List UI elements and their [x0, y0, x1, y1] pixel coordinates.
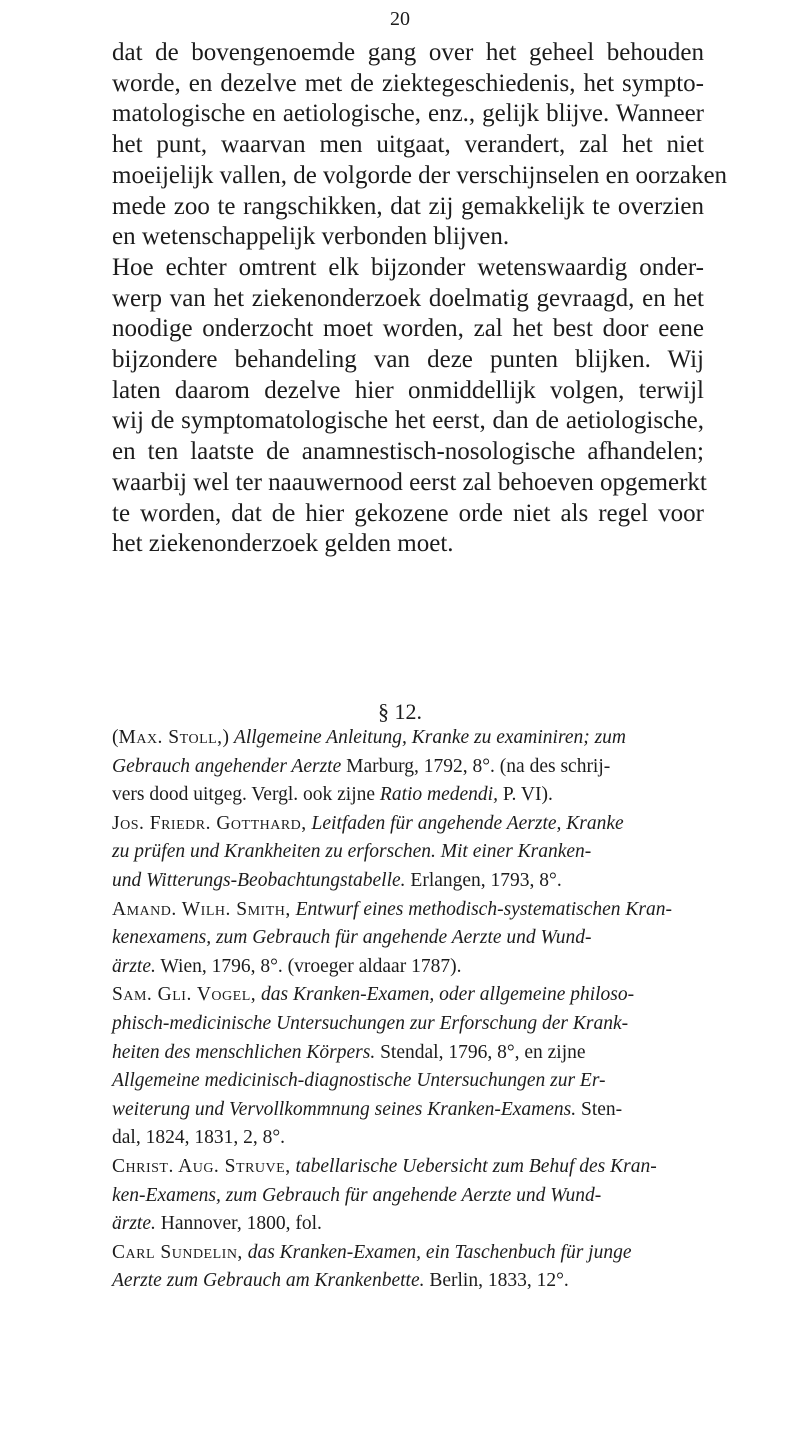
text-line: moeijelijk vallen, de volgorde der verschijnselen en oorzaken	[112, 161, 728, 189]
text-line: Hoe echter omtrent elk bijzonder wetenswaardig onder-	[112, 253, 704, 281]
reference-author: Sam. Gli. Vogel,	[112, 984, 257, 1006]
reference-note: P. VI).	[502, 784, 553, 806]
reference-sundelin	[112, 1239, 706, 1296]
reference-title: das Kranken-Examen, oder allgemeine philoso-	[261, 984, 635, 1006]
text-line: worde, en dezelve met de ziektegeschiedenis, het sympto-	[112, 69, 704, 97]
reference-author: Amand. Wilh. Smith,	[112, 898, 291, 920]
reference-publication: Sten-	[581, 1098, 623, 1120]
reference-author: Jos. Friedr. Gotthard,	[112, 812, 307, 834]
reference-smith	[112, 896, 706, 982]
reference-title: phisch-medicinische Untersuchungen zur Erforschung der Krank-	[112, 1012, 629, 1034]
text-line: het punt, waarvan men uitgaat, verandert, zal het niet	[112, 131, 704, 159]
reference-publication: Hannover, 1800, fol.	[160, 1213, 322, 1235]
reference-author: Max. Stoll,	[118, 727, 223, 748]
reference-title: zu prüfen und Krankheiten zu erforschen. Mit einer Kranken-	[112, 841, 592, 863]
text-line: het ziekenonderzoek gelden moet.	[112, 530, 454, 558]
reference-title: das Kranken-Examen, ein Taschenbuch für junge	[247, 1241, 632, 1263]
section-heading: § 12.	[378, 699, 422, 724]
text-line: matologische en aetiologische, enz., gelijk blijve. Wanneer	[112, 100, 704, 128]
reference-title: Leitfaden für angehende Aerzte, Kranke	[311, 812, 624, 834]
reference-stoll: (Max. Stoll,) Allgemeine Anleitung, Kranke zu examiniren; zum Gebrauch angehender Aerzte Marburg, 1792, 8°. (na des schrij- vers dood uitgeg. Vergl. ook zijne Ratio medendi, P. VI).	[112, 727, 627, 806]
reference-publication: dal, 1824, 1831, 2, 8°.	[112, 1127, 285, 1149]
reference-title: und Witterungs-Beobachtungstabelle.	[112, 869, 406, 891]
reference-title: ärzte.	[112, 1213, 156, 1235]
references	[112, 724, 706, 1296]
text-line: dat de bovengenoemde gang over het geheel behouden	[112, 39, 704, 66]
text-line: te worden, dat de hier gekozene orde niet als regel voor	[112, 499, 704, 527]
reference-title: Aerzte zum Gebrauch am Krankenbette.	[112, 1270, 425, 1292]
text-line: mede zoo te rangschikken, dat zij gemakkelijk te overzien	[112, 192, 704, 220]
paragraph-2	[112, 253, 707, 560]
reference-gotthard	[112, 810, 706, 896]
reference-struve	[112, 1153, 706, 1239]
reference-publication: Stendal, 1796, 8°, en zijne	[380, 1041, 586, 1063]
reference-title: Entwurf eines methodisch-systematischen Kran-	[295, 898, 673, 920]
reference-title: kenexamens, zum Gebrauch für angehende Aerzte und Wund-	[112, 927, 592, 949]
reference-note: vers dood uitgeg. Vergl. ook zijne	[112, 784, 376, 806]
reference-title: ken-Examens, zum Gebrauch für angehende Aerzte und Wund-	[112, 1184, 602, 1206]
text-line: wij de symptomatologische het eerst, dan de aetiologische,	[112, 407, 704, 435]
reference-publication: Marburg, 1792, 8°. (na des schrij-	[346, 755, 611, 777]
reference-publication: Wien, 1796, 8°. (vroeger aldaar 1787).	[160, 955, 462, 977]
page-number: 20	[390, 8, 410, 30]
text-line: werp van het ziekenonderzoek doelmatig gevraagd, en het	[112, 284, 704, 312]
reference-title: Gebrauch angehender Aerzte	[112, 755, 342, 777]
reference-publication: Erlangen, 1793, 8°.	[410, 869, 562, 891]
reference-title: Ratio medendi,	[379, 784, 498, 806]
paragraph-1	[112, 38, 728, 253]
reference-vogel	[112, 981, 706, 1153]
reference-publication: Berlin, 1833, 12°.	[429, 1270, 569, 1292]
reference-title: weiterung und Vervollkommnung seines Kranken-Examens.	[112, 1098, 577, 1120]
text-line: laten daarom dezelve hier onmiddellijk volgen, terwijl	[112, 376, 704, 404]
text-line: en wetenschappelijk verbonden blijven.	[112, 223, 510, 251]
text-line: bijzondere behandeling van deze punten blijken. Wij	[112, 346, 704, 374]
reference-title: Allgemeine medicinisch-diagnostische Untersuchungen zur Er-	[112, 1070, 606, 1092]
reference-title: Allgemeine Anleitung, Kranke zu examiniren; zum	[233, 727, 627, 748]
reference-title: ärzte.	[112, 955, 156, 977]
reference-author: Carl Sundelin,	[112, 1241, 243, 1263]
text-line: en ten laatste de anamnestisch-nosologische afhandelen;	[112, 438, 704, 466]
main-text	[112, 38, 728, 560]
text-line: noodige onderzocht moet worden, zal het best door eene	[112, 315, 704, 343]
reference-author: Christ. Aug. Struve,	[112, 1155, 291, 1177]
reference-title: heiten des menschlichen Körpers.	[112, 1041, 376, 1063]
reference-title: tabellarische Uebersicht zum Behuf des Kran-	[295, 1155, 657, 1177]
text-line: waarbij wel ter naauwernood eerst zal behoeven opgemerkt	[112, 468, 707, 496]
